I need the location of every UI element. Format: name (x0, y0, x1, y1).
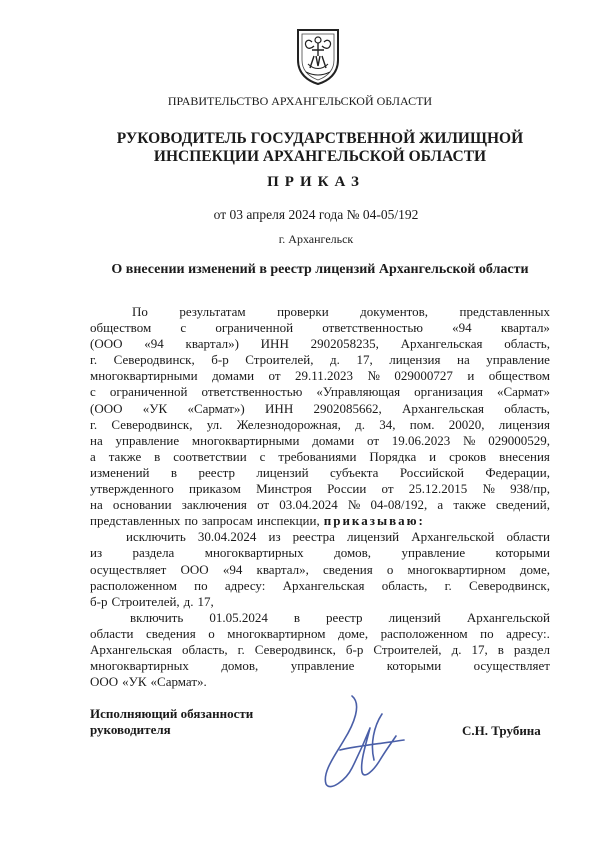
body-word: 20020, (448, 416, 485, 432)
body-word: Строителей, (245, 352, 314, 368)
body-word: ул. (206, 416, 223, 432)
body-word: Архангельская (400, 336, 483, 352)
body-word: и (467, 368, 475, 384)
body-word: от (268, 368, 281, 384)
body-word: 2902085662, (313, 400, 382, 416)
body-word: также (453, 497, 486, 513)
body-word: Архангельской (411, 529, 495, 545)
body-line (90, 545, 550, 561)
body-word: исключить (126, 529, 186, 545)
order-word: приказываю: (323, 513, 425, 529)
coat-of-arms-emblem (294, 26, 342, 86)
body-line (90, 368, 550, 384)
signatory-title (90, 706, 253, 738)
body-word: лицензия (498, 416, 550, 432)
body-line (90, 336, 550, 352)
body-word: домами (212, 368, 255, 384)
body-word: по (480, 625, 494, 641)
body-word: многоквартирными (90, 368, 198, 384)
body-word: 029000727 (394, 368, 453, 384)
body-word: сведения (323, 561, 373, 577)
body-word: расположенном (380, 625, 468, 641)
body-word: № (347, 497, 361, 513)
body-word: ответственностью (201, 384, 303, 400)
body-word: Северодвинск, (111, 416, 193, 432)
government-name: ПРАВИТЕЛЬСТВО АРХАНГЕЛЬСКОЙ ОБЛАСТИ (167, 94, 433, 108)
body-word: в (170, 464, 178, 480)
body-word: приказом (189, 481, 241, 497)
body-word: требованиями (278, 448, 357, 464)
body-line (90, 304, 550, 320)
body-word: «Сармат» (496, 384, 550, 400)
body-word: б-р (90, 593, 108, 609)
organization-title (60, 130, 580, 166)
body-word: основании (112, 497, 172, 513)
body-word: домов, (334, 545, 372, 561)
body-word: 30.04.2024 (197, 529, 257, 545)
body-word: квартал») (185, 336, 239, 352)
body-line (90, 465, 550, 481)
body-word: ответственностью (322, 320, 423, 336)
body-word: область, (181, 641, 228, 657)
document-date-number: от 03 апреля 2024 года № 04-05/192 (213, 207, 419, 222)
body-line (90, 562, 550, 578)
body-word: в (293, 609, 300, 625)
body-word: г. (90, 416, 98, 432)
body-word: Северодвинск, (254, 641, 336, 657)
body-word: запросам (201, 513, 253, 529)
document-body (90, 304, 550, 690)
body-word: б-р (211, 352, 229, 368)
body-word: лицензий (388, 609, 441, 625)
body-word: «УК (122, 674, 147, 690)
body-word: от (367, 432, 380, 448)
body-word: на (90, 432, 103, 448)
body-word: которыми (495, 545, 550, 561)
body-word: б-р (345, 641, 364, 657)
body-word: 19.06.2023 (391, 432, 451, 448)
body-word: управление (115, 432, 180, 448)
body-word: ООО (180, 561, 209, 577)
body-word: России (327, 481, 367, 497)
body-word: инспекции, (256, 513, 320, 529)
handwritten-signature (300, 690, 440, 795)
body-word: а (90, 448, 96, 464)
body-word: изменений (90, 464, 150, 480)
body-word: Северодвинск, (468, 577, 550, 593)
body-word: доме, (337, 625, 369, 641)
body-word: 938/пр, (510, 481, 550, 497)
body-word: ограниченной (109, 384, 188, 400)
body-word: лицензий (346, 529, 400, 545)
body-word: доме, (519, 561, 550, 577)
body-word: Архангельская (90, 641, 172, 657)
body-word: раздела (132, 545, 175, 561)
body-line (90, 626, 550, 642)
organization-title-line2: ИНСПЕКЦИИ АРХАНГЕЛЬСКОЙ ОБЛАСТИ (153, 148, 487, 165)
body-word: от (381, 481, 394, 497)
body-word: управление (290, 658, 355, 674)
body-word: сведения (146, 625, 196, 641)
body-word: обществом (90, 320, 152, 336)
body-word: Архангельская (282, 577, 365, 593)
body-word: «94 (452, 320, 472, 336)
body-word: о (208, 625, 215, 641)
body-word: 03.04.2024 (279, 497, 338, 513)
body-word: представленных (459, 304, 550, 319)
body-word: квартал», (256, 561, 309, 577)
body-word: «94 (222, 561, 243, 577)
body-word: из (90, 545, 103, 561)
body-word: расположенном (90, 577, 177, 593)
body-word: раздел (513, 641, 550, 657)
body-word: Строителей, (111, 593, 180, 609)
body-word: область, (504, 336, 550, 352)
body-line (90, 449, 550, 465)
body-word: заключения (181, 497, 247, 513)
signatory-title-line2: руководителя (90, 722, 171, 737)
body-word: включить (130, 609, 184, 625)
body-word: домами (312, 432, 355, 448)
body-word: в (154, 448, 161, 464)
body-word: также (108, 448, 142, 464)
signatory-title-line1: Исполняющий обязанности (90, 706, 254, 721)
body-word: на (90, 497, 103, 513)
body-word: д. (451, 641, 462, 657)
body-word: Архангельской (466, 609, 550, 625)
body-line (90, 433, 550, 449)
body-word: на (457, 352, 470, 368)
body-word: № (367, 368, 380, 384)
body-word: «Управляющая (316, 384, 401, 400)
body-word: г. (444, 577, 452, 593)
body-word: Архангельская (402, 400, 484, 416)
body-word: многоквартирном (407, 561, 506, 577)
body-word: Порядка (369, 448, 417, 464)
body-word: из (268, 529, 281, 545)
body-line (90, 674, 550, 690)
body-word: По (132, 304, 148, 319)
body-word: соответствии (173, 448, 247, 464)
body-word: область, (504, 400, 550, 416)
body-word: управление (486, 352, 550, 368)
body-word: 029000529, (488, 432, 550, 448)
body-line (90, 481, 550, 497)
body-line (90, 352, 550, 368)
body-word: осуществляет (90, 561, 167, 577)
body-word: о (386, 561, 394, 577)
body-word: в (497, 641, 504, 657)
body-word: которыми (386, 658, 442, 674)
body-word: «УК (142, 400, 168, 416)
body-word: г. (237, 641, 245, 657)
body-word: реестр (326, 609, 363, 625)
body-word: Северодвинск, (113, 352, 195, 368)
body-word: 17, (471, 641, 488, 657)
body-line (90, 594, 550, 610)
body-line (90, 513, 550, 529)
body-word: (ООО (90, 400, 123, 416)
document-type: ПРИКАЗ (267, 174, 365, 190)
body-word: сведений, (496, 497, 550, 513)
body-word: реестра (292, 529, 335, 545)
body-line (90, 642, 550, 658)
body-word: с (259, 448, 266, 464)
body-word: «Сармат». (150, 674, 207, 690)
body-word: осуществляет (473, 658, 550, 674)
body-word: сроков (449, 448, 487, 464)
body-word: 17, (356, 352, 373, 368)
body-word: от (257, 497, 270, 513)
body-word: многоквартирных (90, 658, 189, 674)
body-line (90, 658, 550, 674)
body-word: ограниченной (215, 320, 294, 336)
body-word: (ООО (90, 336, 123, 352)
body-word: управление (401, 545, 466, 561)
body-word: Строителей, (373, 641, 442, 657)
body-line (90, 417, 550, 433)
body-word: 01.05.2024 (209, 609, 268, 625)
body-word: внесения (499, 448, 550, 464)
body-word: 2902058235, (310, 336, 379, 352)
body-line (90, 401, 550, 417)
body-word: Минстроя (256, 481, 312, 497)
body-word: г. (90, 352, 98, 368)
body-word: по (184, 513, 198, 529)
body-word: обществом (488, 368, 550, 384)
body-word: многоквартирных (204, 545, 304, 561)
document-city: г. Архангельск (278, 232, 354, 246)
body-line (90, 529, 550, 545)
body-word: № (482, 481, 495, 497)
body-word: организация (414, 384, 483, 400)
signatory-name: С.Н. Трубина (462, 723, 541, 738)
body-word: ИНН (260, 336, 289, 352)
body-word: с (180, 320, 187, 336)
body-word: квартал» (500, 320, 550, 336)
body-word: адресу:. (506, 625, 550, 641)
body-word: лицензий (256, 464, 309, 480)
body-word: д. (355, 416, 365, 432)
body-word: 25.12.2015 (408, 481, 468, 497)
body-word: утвержденного (90, 481, 174, 497)
body-word: многоквартирном (227, 625, 326, 641)
body-line (90, 320, 550, 336)
body-word: по (194, 577, 208, 593)
body-word: области (506, 529, 550, 545)
body-word: ООО (90, 674, 119, 690)
body-word: «94 (144, 336, 164, 352)
body-word: ИНН (265, 400, 294, 416)
body-word: документов, (360, 304, 429, 319)
body-word: Железнодорожная, (236, 416, 341, 432)
document-subject: О внесении изменений в реестр лицензий Архангельской области (111, 262, 529, 277)
body-word: № (463, 432, 476, 448)
body-word: д. (183, 593, 194, 609)
body-line (90, 610, 550, 626)
body-line (90, 578, 550, 594)
body-word: 04-08/192, (370, 497, 428, 513)
body-word: адресу: (224, 577, 266, 593)
body-word: д. (330, 352, 340, 368)
body-line (90, 384, 550, 400)
body-word: 29.11.2023 (294, 368, 354, 384)
body-word: субъекта (329, 464, 379, 480)
body-word: с (90, 384, 96, 400)
body-line (90, 497, 550, 513)
body-word: и (429, 448, 437, 464)
body-word: проверки (277, 304, 329, 319)
body-word: реестр (198, 464, 235, 480)
body-word: области (90, 625, 134, 641)
body-word: а (437, 497, 444, 513)
body-word: 17, (197, 593, 214, 609)
body-word: пом. (409, 416, 435, 432)
body-word: домов, (221, 658, 259, 674)
body-word: лицензия (389, 352, 441, 368)
body-word: «Сармат») (187, 400, 245, 416)
body-word: Российской (399, 464, 464, 480)
body-word: Федерации, (485, 464, 550, 480)
body-word: представленных (90, 513, 181, 529)
organization-title-line1: РУКОВОДИТЕЛЬ ГОСУДАРСТВЕННОЙ ЖИЛИЩНОЙ (116, 130, 524, 147)
body-word: многоквартирными (191, 432, 300, 448)
body-word: 34, (379, 416, 396, 432)
body-word: результатам (179, 304, 246, 319)
body-word: область, (381, 577, 428, 593)
